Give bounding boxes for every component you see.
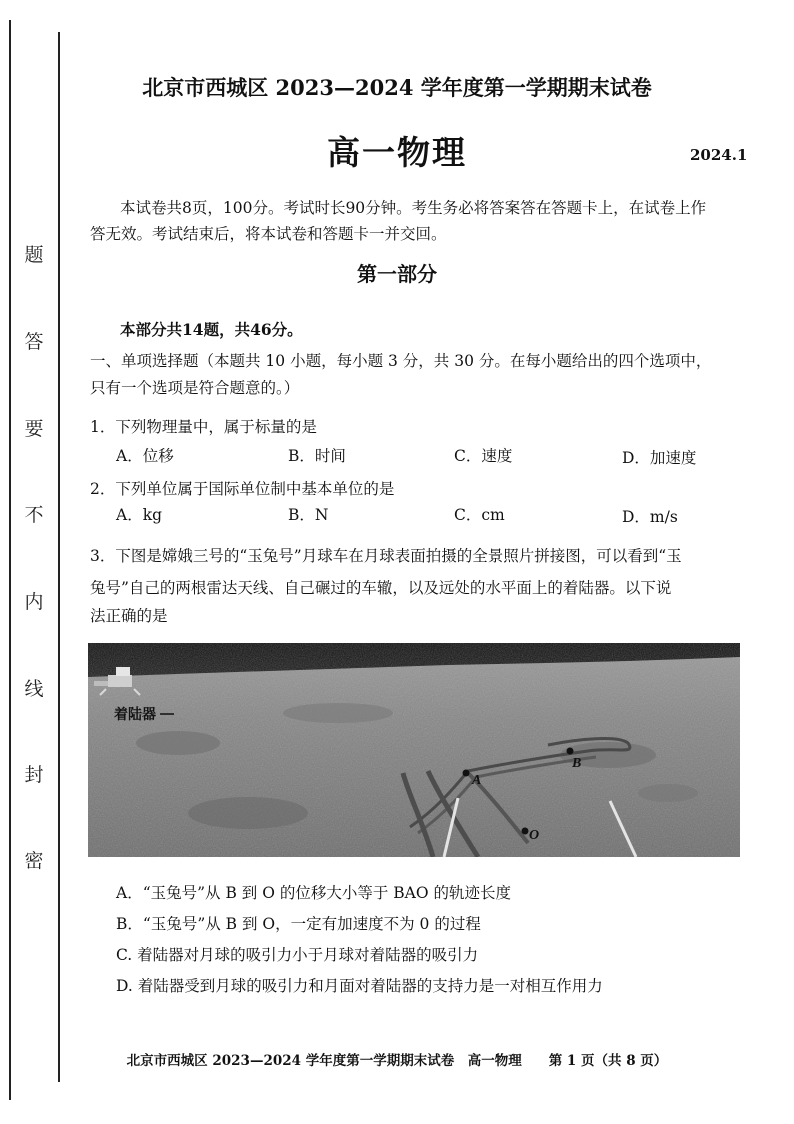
seal-char-1: 题 <box>24 244 44 266</box>
seal-char-6: 线 <box>24 678 44 700</box>
binding-line-right <box>58 32 60 1082</box>
q2-stem: 2．下列单位属于国际单位制中基本单位的是 <box>90 480 395 498</box>
q3-option-b: B．“玉兔号”从 B 到 O，一定有加速度不为 0 的过程 <box>116 915 481 933</box>
intro-line-1: 本试卷共8页，100分。考试时长90分钟。考生务必将答案答在答题卡上，在试卷上作 <box>120 199 707 217</box>
part-summary: 本部分共14题，共46分。 <box>120 320 303 339</box>
seal-char-4: 不 <box>24 504 44 526</box>
exam-title: 北京市西城区 2023—2024 学年度第一学期期末试卷 <box>142 75 652 100</box>
subject-title: 高一物理 <box>327 133 467 172</box>
seal-char-7: 封 <box>24 764 44 786</box>
part-title: 第一部分 <box>357 262 437 286</box>
q1-option-d: D．加速度 <box>622 449 697 467</box>
q2-option-b: B．N <box>288 506 329 524</box>
q1-stem: 1．下列物理量中，属于标量的是 <box>90 418 317 436</box>
exam-date: 2024.1 <box>690 146 748 164</box>
page-footer: 北京市西城区 2023—2024 学年度第一学期期末试卷 高一物理 第 1 页（共 8 页） <box>126 1053 668 1069</box>
q1-option-c: C．速度 <box>454 447 513 465</box>
binding-line-left <box>9 20 11 1100</box>
point-b-label: B <box>572 756 582 771</box>
q1-option-a: A．位移 <box>116 447 174 465</box>
point-o-marker <box>522 828 529 835</box>
q3-stem-line-2: 兔号”自己的两根雷达天线、自己碾过的车辙，以及远处的水平面上的着陆器。以下说 <box>90 579 672 597</box>
q3-option-c: C. 着陆器对月球的吸引力小于月球对着陆器的吸引力 <box>116 946 479 964</box>
q2-option-d: D．m/s <box>622 508 678 526</box>
q3-stem-line-1: 3．下图是嫦娥三号的“玉兔号”月球车在月球表面拍摄的全景照片拼接图，可以看到“玉 <box>90 547 682 565</box>
point-a-marker <box>463 770 470 777</box>
point-a-label: A <box>472 773 482 788</box>
q2-option-a: A．kg <box>116 506 163 524</box>
q2-option-c: C．cm <box>454 506 505 524</box>
point-b-marker <box>567 748 574 755</box>
seal-char-2: 答 <box>24 331 44 353</box>
seal-char-8: 密 <box>24 850 44 872</box>
seal-char-5: 内 <box>24 591 44 613</box>
intro-line-2: 答无效。考试结束后，将本试卷和答题卡一并交回。 <box>90 225 447 243</box>
section-heading-line-1: 一、单项选择题（本题共 10 小题，每小题 3 分，共 30 分。在每小题给出的四个选项中， <box>90 352 712 370</box>
q3-stem-line-3: 法正确的是 <box>90 607 168 625</box>
seal-char-3: 要 <box>24 418 44 440</box>
q3-option-d: D. 着陆器受到月球的吸引力和月面对着陆器的支持力是一对相互作用力 <box>116 977 603 995</box>
lander-label: 着陆器 <box>114 707 156 723</box>
q3-option-a: A．“玉兔号”从 B 到 O 的位移大小等于 BAO 的轨迹长度 <box>116 884 511 902</box>
lunar-panorama-photo <box>88 643 740 857</box>
q1-option-b: B．时间 <box>288 447 346 465</box>
section-heading-line-2: 只有一个选项是符合题意的。） <box>90 379 300 397</box>
point-o-label: O <box>529 828 540 843</box>
